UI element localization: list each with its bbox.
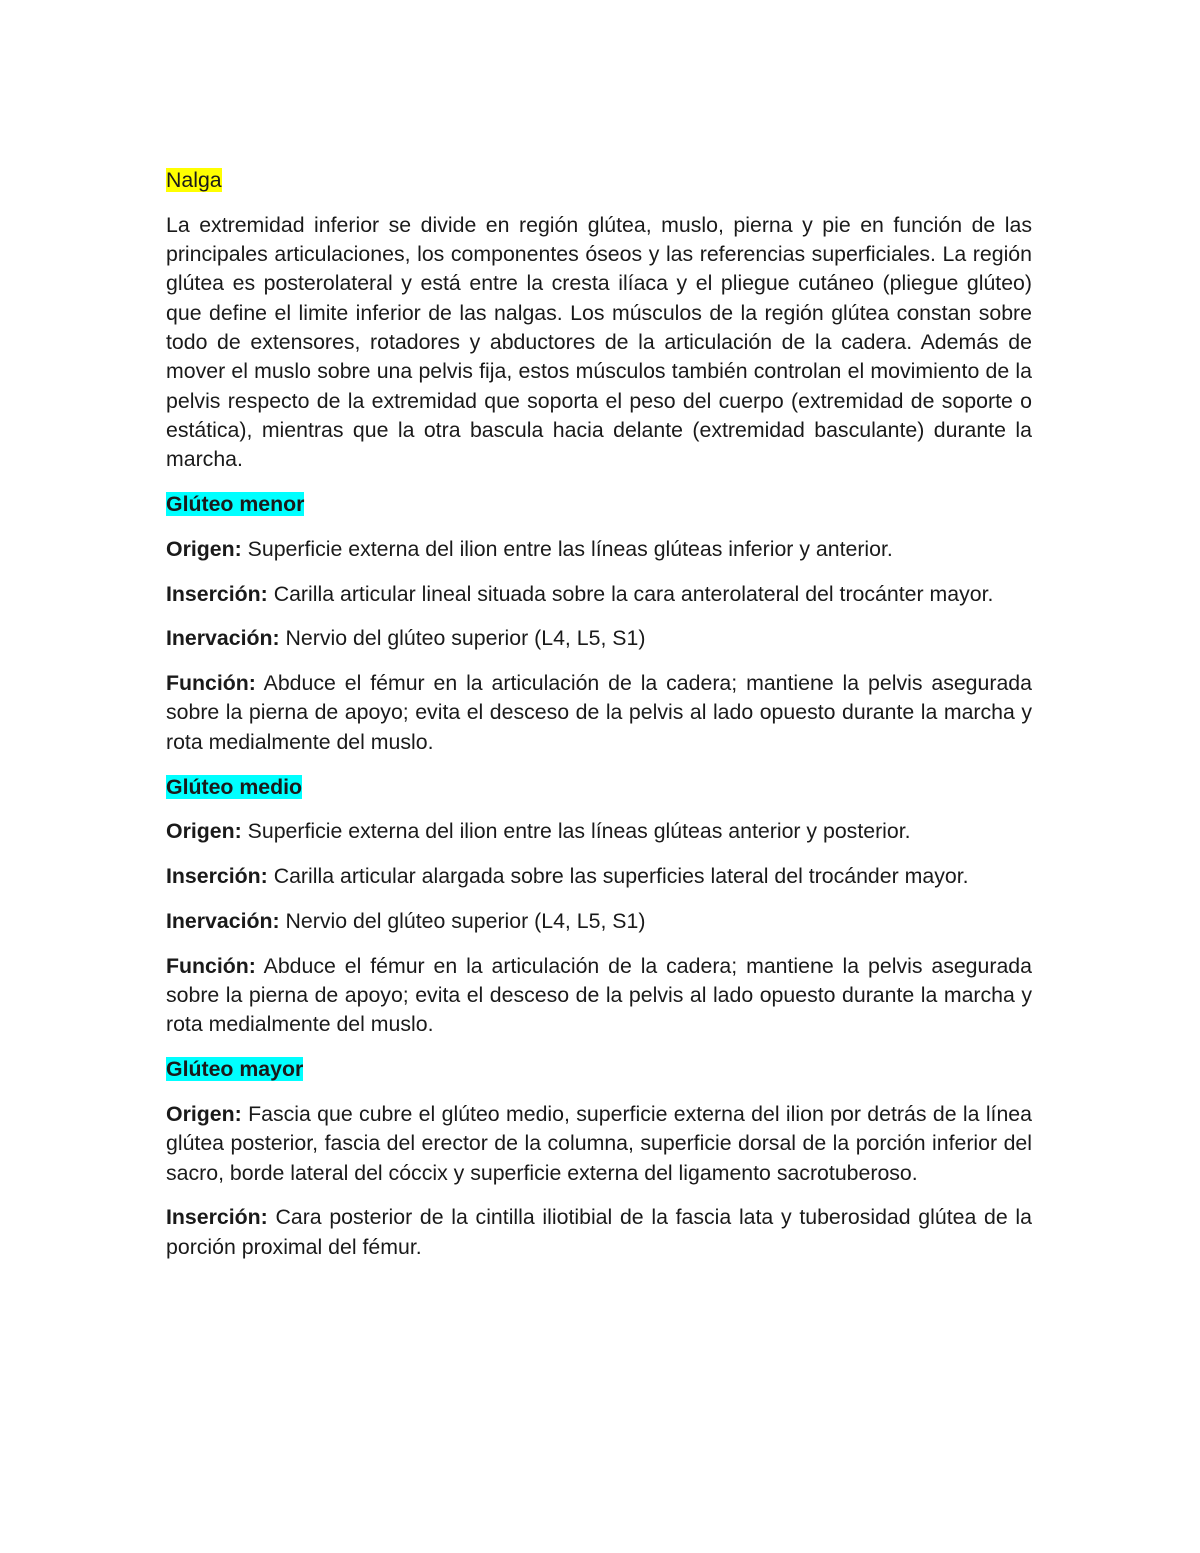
funcion-paragraph bbox=[166, 669, 1032, 757]
origen-label: Origen: bbox=[166, 536, 242, 561]
section-heading: Glúteo medio bbox=[166, 774, 303, 799]
insercion-text: Carilla articular alargada sobre las superficies lateral del trocánder mayor. bbox=[273, 864, 969, 889]
insercion-label: Inserción: bbox=[166, 1205, 268, 1230]
origen-paragraph bbox=[166, 1100, 1032, 1188]
origen-text: Superficie externa del ilion entre las líneas glúteas anterior y posterior. bbox=[247, 819, 911, 844]
section-heading-line bbox=[166, 773, 1032, 802]
insercion-label: Inserción: bbox=[166, 864, 268, 889]
section-heading: Glúteo mayor bbox=[166, 1057, 304, 1082]
origen-text: Fascia que cubre el glúteo medio, superficie externa del ilion por detrás de la línea glútea posterior, fascia del erector de la columna, superficie dorsal de la porción inferior del sacro, borde lateral del cóccix y superficie externa del ligamento sacrotuberoso. bbox=[166, 1101, 1032, 1185]
inervacion-paragraph bbox=[166, 907, 1032, 936]
insercion-text: Cara posterior de la cintilla iliotibial de la fascia lata y tuberosidad glútea de la porción proximal del fémur. bbox=[166, 1205, 1032, 1259]
funcion-label: Función: bbox=[166, 671, 256, 696]
funcion-text: Abduce el fémur en la articulación de la cadera; mantiene la pelvis asegurada sobre la pierna de apoyo; evita el desceso de la pelvis al lado opuesto durante la marcha y rota medialmente del muslo. bbox=[166, 671, 1032, 754]
intro-paragraph: La extremidad inferior se divide en región glútea, muslo, pierna y pie en función de las principales articulaciones, los componentes óseos y las referencias superficiales. La región glútea es posterolateral y está entre la cresta ilíaca y el pliegue cutáneo (pliegue glúteo) que define el limite inferior de las nalgas. Los músculos de la región glútea constan sobre todo de extensores, rotadores y abductores de la articulación de la cadera. Además de mover el muslo sobre una pelvis fija, estos músculos también controlan el movimiento de la pelvis respecto de la extremidad que soporta el peso del cuerpo (extremidad de soporte o estática), mientras que la otra bascula hacia delante (extremidad basculante) durante la marcha. bbox=[166, 212, 1032, 472]
funcion-paragraph bbox=[166, 952, 1032, 1040]
section-heading-line bbox=[166, 1055, 1032, 1084]
insercion-paragraph bbox=[166, 862, 1032, 891]
inervacion-label: Inervación: bbox=[166, 626, 280, 651]
insercion-paragraph bbox=[166, 1203, 1032, 1262]
origen-paragraph bbox=[166, 817, 1032, 846]
funcion-label: Función: bbox=[166, 953, 256, 978]
inervacion-text: Nervio del glúteo superior (L4, L5, S1) bbox=[285, 626, 646, 651]
origen-label: Origen: bbox=[166, 819, 242, 844]
section-heading: Glúteo menor bbox=[166, 491, 305, 516]
insercion-paragraph bbox=[166, 580, 1032, 609]
intro-title-line bbox=[166, 166, 1032, 195]
inervacion-paragraph bbox=[166, 624, 1032, 653]
inervacion-label: Inervación: bbox=[166, 908, 280, 933]
origen-label: Origen: bbox=[166, 1101, 242, 1126]
insercion-text: Carilla articular lineal situada sobre la cara anterolateral del trocánter mayor. bbox=[273, 581, 994, 606]
inervacion-text: Nervio del glúteo superior (L4, L5, S1) bbox=[285, 908, 646, 933]
insercion-label: Inserción: bbox=[166, 581, 268, 606]
document-page bbox=[166, 166, 1032, 1277]
funcion-text: Abduce el fémur en la articulación de la cadera; mantiene la pelvis asegurada sobre la pierna de apoyo; evita el desceso de la pelvis al lado opuesto durante la marcha y rota medialmente del muslo. bbox=[166, 953, 1032, 1037]
origen-text: Superficie externa del ilion entre las líneas glúteas inferior y anterior. bbox=[247, 536, 893, 561]
section-heading-line bbox=[166, 490, 1032, 519]
intro-title: Nalga bbox=[166, 168, 222, 192]
origen-paragraph bbox=[166, 535, 1032, 564]
